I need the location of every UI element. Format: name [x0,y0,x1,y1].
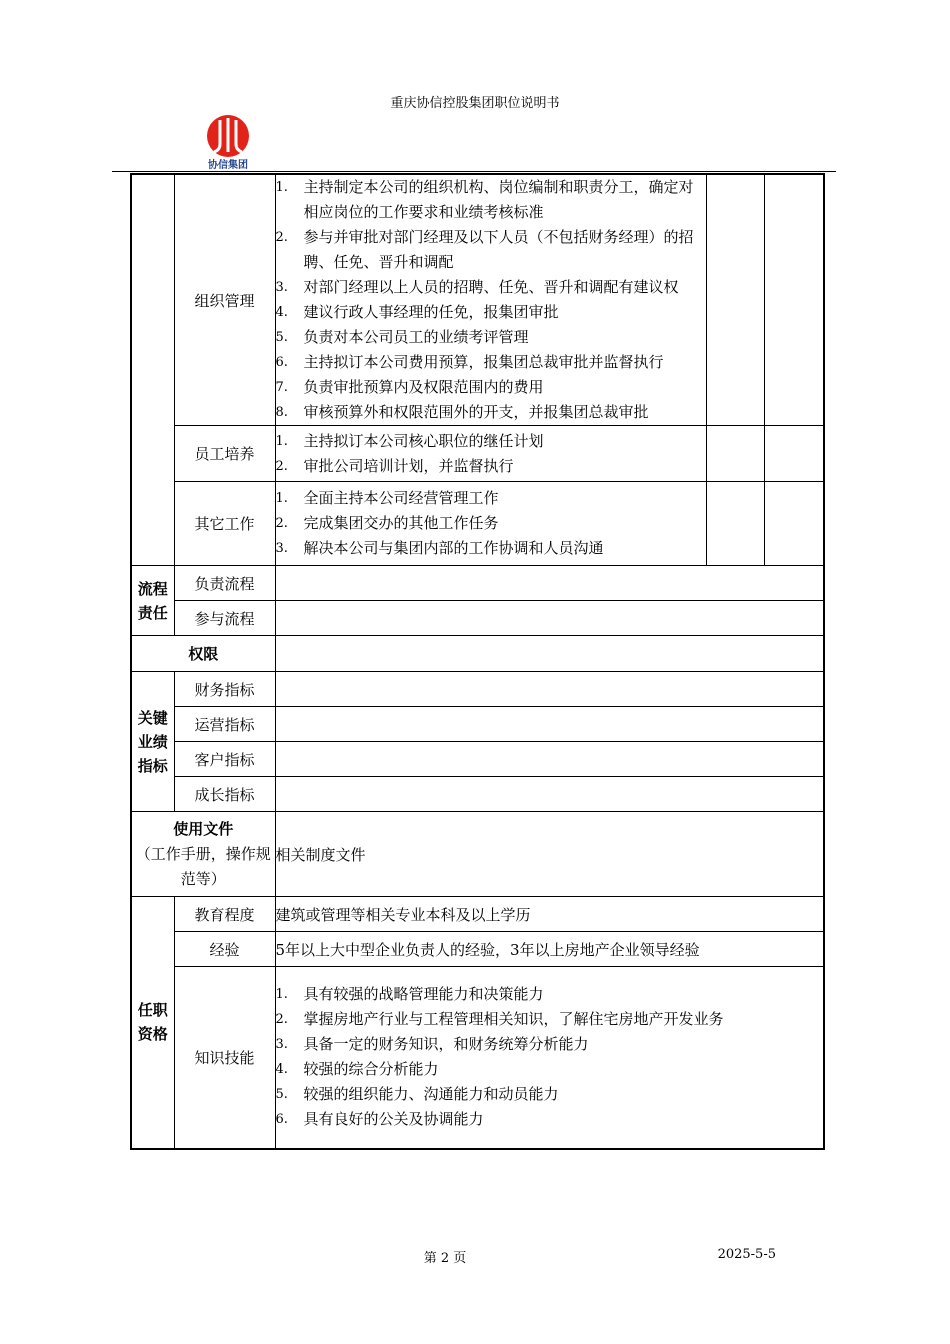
list-item [276,325,706,350]
kpi-category: 关键 业绩 指标 [131,672,174,812]
responsible-process-value [275,566,824,601]
item-number: 5. [275,330,288,345]
row-kpi-operation [131,707,824,742]
list-item [276,375,706,400]
item-text: 具备一定的财务知识，和财务统筹分析能力 [303,1035,589,1054]
item-text: 较强的综合分析能力 [303,1060,439,1079]
item-text: 全面主持本公司经营管理工作 [303,489,499,507]
item-text: 掌握房地产行业与工程管理相关知识，了解住宅房地产开发业务 [303,1010,724,1029]
other-duties [275,482,706,566]
sub-label-skills: 知识技能 [174,967,275,1149]
documents-value: 相关制度文件 [275,812,824,897]
row-kpi-customer [131,742,824,777]
item-number: 3. [275,280,288,295]
sub-label-org: 组织管理 [174,174,275,426]
list-item [276,1007,824,1032]
list-item [276,454,706,479]
item-number: 1. [275,491,288,506]
row-documents [131,812,824,897]
item-text: 具有良好的公关及协调能力 [303,1110,484,1129]
operation-kpi-value [275,707,824,742]
item-number: 8. [275,405,288,420]
row-education [131,897,824,932]
sub-label-customer-kpi: 客户指标 [174,742,275,777]
item-text: 主持拟订本公司核心职位的继任计划 [303,431,544,450]
list-item [276,275,706,300]
sub-label-training: 员工培养 [174,426,275,482]
list-item [276,511,706,536]
org-duties [275,174,706,426]
education-value: 建筑或管理等相关专业本科及以上学历 [275,897,824,932]
row-authority [131,636,824,672]
list-item [276,175,706,225]
documents-title: 使用文件 [173,819,234,838]
authority-value [275,636,824,672]
blank-cell [764,482,824,566]
participate-process-value [275,601,824,636]
skills-list [275,967,824,1149]
item-number: 2. [275,516,288,531]
list-item [276,400,706,425]
list-item [276,1057,824,1082]
item-text: 负责对本公司员工的业绩考评管理 [303,328,529,346]
item-number: 2. [275,230,288,245]
item-text: 参与并审批对部门经理及以下人员（不包括财务经理）的招聘、任免、晋升和调配 [303,228,694,271]
item-text: 较强的组织能力、沟通能力和动员能力 [303,1085,559,1104]
sub-label-growth-kpi: 成长指标 [174,777,275,812]
row-skills [131,967,824,1149]
item-text: 建议行政人事经理的任免，报集团审批 [303,303,559,321]
growth-kpi-value [275,777,824,812]
document-header-title: 重庆协信控股集团职位说明书 [390,96,560,111]
duties-category-cell [131,174,174,566]
sub-label-experience: 经验 [174,932,275,967]
item-number: 6. [275,1112,288,1128]
item-number: 2. [275,1012,288,1028]
list-item [276,1107,824,1132]
item-number: 3. [275,1037,288,1053]
authority-label: 权限 [131,636,275,672]
list-item [276,1082,824,1107]
item-number: 1. [275,433,288,449]
item-text: 主持拟订本公司费用预算，报集团总裁审批并监督执行 [303,353,664,371]
company-logo [198,114,258,172]
row-process-responsible [131,566,824,601]
item-number: 4. [275,305,288,320]
sub-label-participate-process: 参与流程 [174,601,275,636]
experience-value: 5年以上大中型企业负责人的经验，3年以上房地产企业领导经验 [275,932,824,967]
page-number: 第 2 页 [423,1251,467,1266]
list-item [276,536,706,561]
footer-date: 2025-5-5 [717,1247,776,1262]
row-kpi-growth [131,777,824,812]
logo-text: 协信集团 [208,160,248,171]
sub-label-operation-kpi: 运营指标 [174,707,275,742]
job-description-table [130,173,825,1150]
row-other-work [131,482,824,566]
item-text: 对部门经理以上人员的招聘、任免、晋升和调配有建议权 [303,278,679,296]
sub-label-other: 其它工作 [174,482,275,566]
item-number: 4. [275,1062,288,1078]
process-category: 流程 责任 [131,566,174,636]
item-text: 完成集团交办的其他工作任务 [303,514,499,532]
list-item [276,982,824,1007]
list-item [276,300,706,325]
item-text: 解决本公司与集团内部的工作协调和人员沟通 [303,539,604,557]
item-text: 具有较强的战略管理能力和决策能力 [303,985,544,1004]
item-number: 3. [275,541,288,556]
documents-label [131,812,275,897]
item-number: 5. [275,1087,288,1103]
row-process-participate [131,601,824,636]
list-item [276,225,706,275]
training-duties [275,426,706,482]
item-text: 负责审批预算内及权限范围内的费用 [303,378,544,396]
sub-label-education: 教育程度 [174,897,275,932]
item-number: 7. [275,380,288,395]
item-text: 审核预算外和权限范围外的开支，并报集团总裁审批 [303,403,649,421]
row-experience [131,932,824,967]
list-item [276,486,706,511]
item-number: 1. [275,987,288,1003]
sub-label-finance-kpi: 财务指标 [174,672,275,707]
header-rule [112,171,836,172]
list-item [276,1032,824,1057]
item-text: 审批公司培训计划，并监督执行 [303,456,514,475]
blank-cell [764,174,824,426]
row-org-management [131,174,824,426]
logo-emblem-icon [198,114,258,158]
item-text: 主持制定本公司的组织机构、岗位编制和职责分工，确定对相应岗位的工作要求和业绩考核标准 [303,178,694,221]
documents-note: （工作手册，操作规范等） [135,844,271,888]
sub-label-responsible-process: 负责流程 [174,566,275,601]
qualification-category: 任职 资格 [131,897,174,1149]
row-kpi-finance [131,672,824,707]
blank-cell [706,482,764,566]
list-item [276,429,706,454]
item-number: 6. [275,355,288,370]
customer-kpi-value [275,742,824,777]
finance-kpi-value [275,672,824,707]
row-staff-training [131,426,824,482]
item-number: 1. [275,180,288,195]
item-number: 2. [275,458,288,474]
list-item [276,350,706,375]
blank-cell [764,426,824,482]
blank-cell [706,426,764,482]
blank-cell [706,174,764,426]
